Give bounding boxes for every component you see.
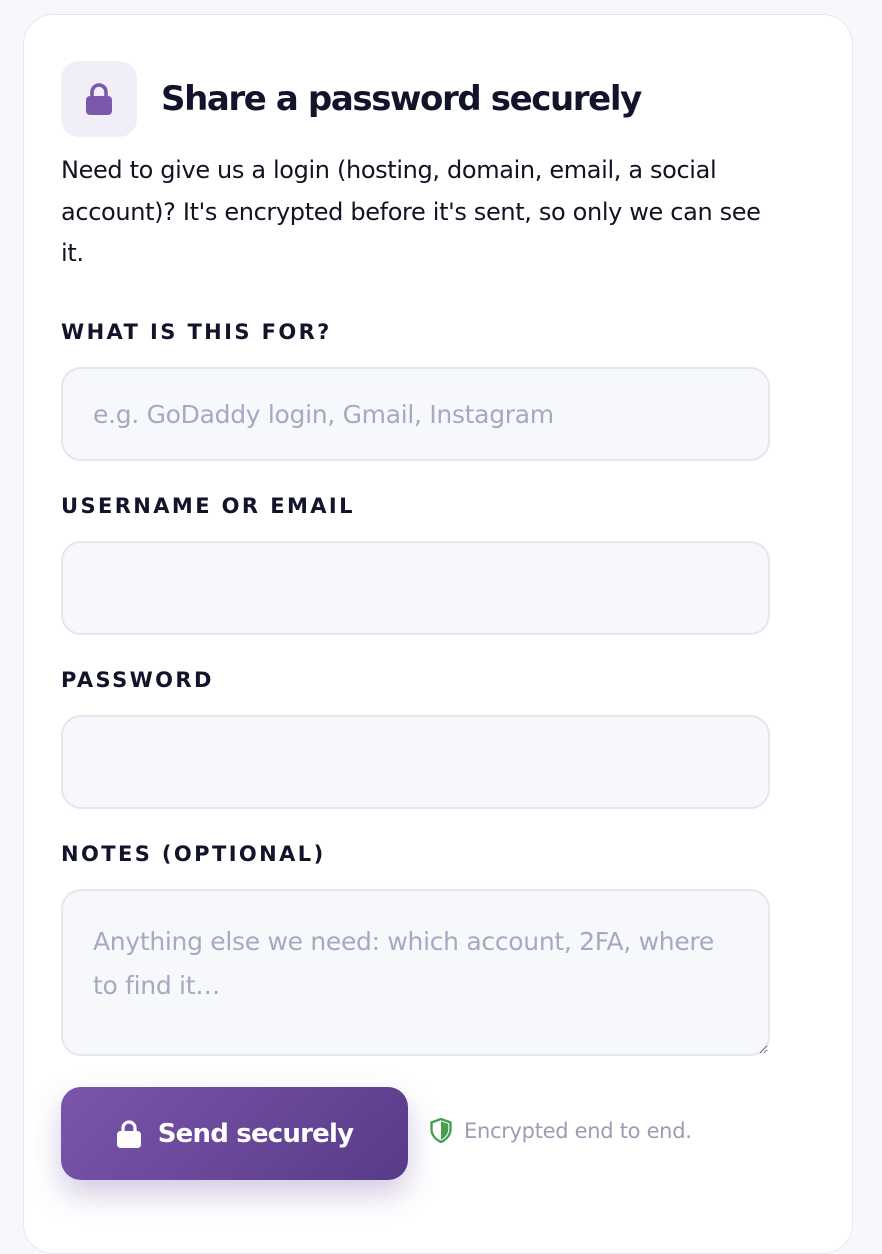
- encryption-note: [430, 1118, 692, 1143]
- send-button-label: Send securely: [157, 1118, 354, 1149]
- notes-label: NOTES (OPTIONAL): [61, 842, 326, 866]
- intro-text: Need to give us a login (hosting, domain, email, a social account)? It's encrypted before it's sent, so only we can see it.: [61, 156, 761, 267]
- lock-badge: [61, 61, 137, 137]
- password-input[interactable]: [61, 715, 770, 809]
- purpose-label: WHAT IS THIS FOR?: [61, 320, 332, 344]
- lock-icon: [116, 1119, 142, 1149]
- username-label: USERNAME OR EMAIL: [61, 494, 355, 518]
- notes-textarea[interactable]: [61, 889, 770, 1056]
- password-label: PASSWORD: [61, 668, 214, 692]
- card-header: [61, 61, 641, 137]
- encryption-note-text: Encrypted end to end.: [464, 1118, 692, 1143]
- username-input[interactable]: [61, 541, 770, 635]
- shield-icon: [430, 1118, 452, 1143]
- purpose-input[interactable]: [61, 367, 770, 461]
- lock-icon: [84, 82, 114, 116]
- page-title: Share a password securely: [161, 79, 641, 119]
- send-securely-button[interactable]: [61, 1087, 408, 1180]
